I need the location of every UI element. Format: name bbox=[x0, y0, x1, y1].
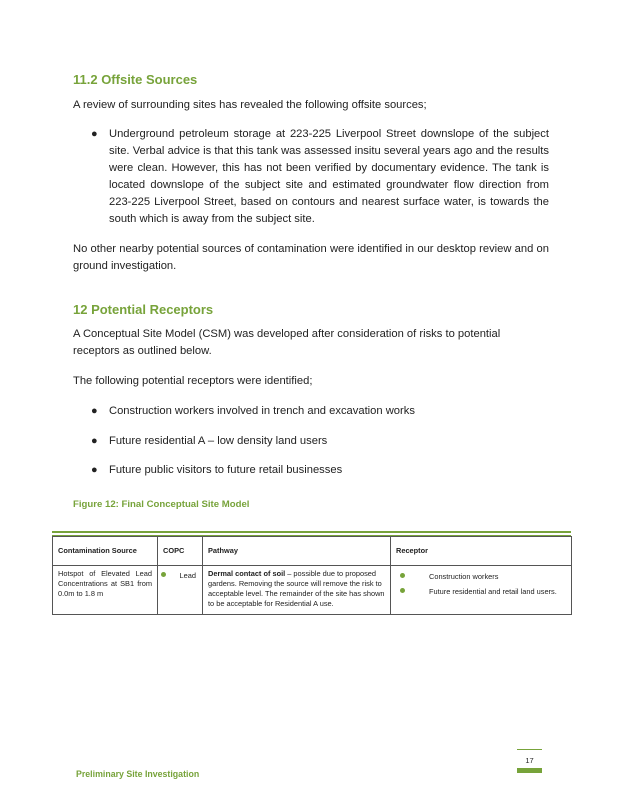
receptors-bullet-list bbox=[91, 403, 549, 492]
list-item: Future residential and retail land users. bbox=[396, 587, 566, 597]
receptors-lead: The following potential receptors were identified; bbox=[73, 375, 313, 387]
list-item: Construction workers bbox=[396, 572, 566, 582]
csm-table bbox=[52, 536, 572, 615]
offsite-intro: A review of surrounding sites has revealed the following offsite sources; bbox=[73, 99, 427, 111]
page-number-bar bbox=[517, 768, 542, 773]
bullet-dot-icon: ● bbox=[91, 464, 98, 476]
page-number: 17 bbox=[525, 756, 534, 765]
offsite-bullet-list bbox=[91, 126, 549, 228]
list-item: ● Future residential A – low density land users bbox=[91, 433, 549, 450]
page-number-box bbox=[517, 749, 542, 773]
pathway-cell bbox=[203, 566, 391, 615]
receptors-intro: A Conceptual Site Model (CSM) was developed after consideration of risks to potential receptors as outlined below. bbox=[73, 328, 501, 357]
section-heading-11-2: 11.2 Offsite Sources bbox=[73, 72, 198, 87]
table-header-row bbox=[53, 537, 572, 566]
pathway-bold: Dermal contact of soil bbox=[208, 569, 286, 578]
bullet-dot-icon: ● bbox=[91, 434, 98, 447]
green-dot-icon bbox=[161, 572, 166, 577]
green-dot-icon bbox=[400, 588, 405, 593]
column-header: Pathway bbox=[203, 537, 391, 566]
copc-value: Lead bbox=[179, 571, 196, 580]
offsite-closing: No other nearby potential sources of contamination were identified in our desktop review and on ground investigation. bbox=[73, 243, 549, 272]
receptor-cell bbox=[391, 566, 572, 615]
figure-caption: Figure 12: Final Conceptual Site Model bbox=[73, 499, 250, 510]
column-header: Receptor bbox=[391, 537, 572, 566]
footer-title: Preliminary Site Investigation bbox=[76, 769, 200, 779]
green-dot-icon bbox=[400, 573, 405, 578]
copc-cell bbox=[158, 566, 203, 615]
bullet-dot-icon: ● bbox=[91, 128, 98, 140]
pathway-text: – possible due to proposed gardens. Removing the source will remove the risk to acceptable level. The remainder of the site has shown to be acceptable for Residential A use. bbox=[208, 569, 385, 608]
bullet-dot-icon: ● bbox=[91, 405, 98, 417]
table-row bbox=[53, 566, 572, 615]
list-item: ● Construction workers involved in trench and excavation works bbox=[91, 403, 549, 420]
source-cell: Hotspot of Elevated Lead Concentrations at SB1 from 0.0m to 1.8 m bbox=[53, 566, 158, 615]
list-item: ● Underground petroleum storage at 223-225 Liverpool Street downslope of the subject site. Verbal advice is that this tank was assessed insitu several years ago and the results were clean. However, this has not been verified by documentary evidence. The tank is located downslope of the subject site and estimated groundwater flow direction from 223-225 Liverpool Street, based on contours and nearest surface water, is towards the south which is away from the subject site. bbox=[91, 128, 549, 225]
csm-table-container bbox=[52, 531, 571, 615]
column-header: Contamination Source bbox=[53, 537, 158, 566]
column-header: COPC bbox=[158, 537, 203, 566]
table-top-rule bbox=[52, 531, 571, 533]
list-item: ● Future public visitors to future retail businesses bbox=[91, 462, 549, 479]
section-heading-12: 12 Potential Receptors bbox=[73, 302, 214, 317]
